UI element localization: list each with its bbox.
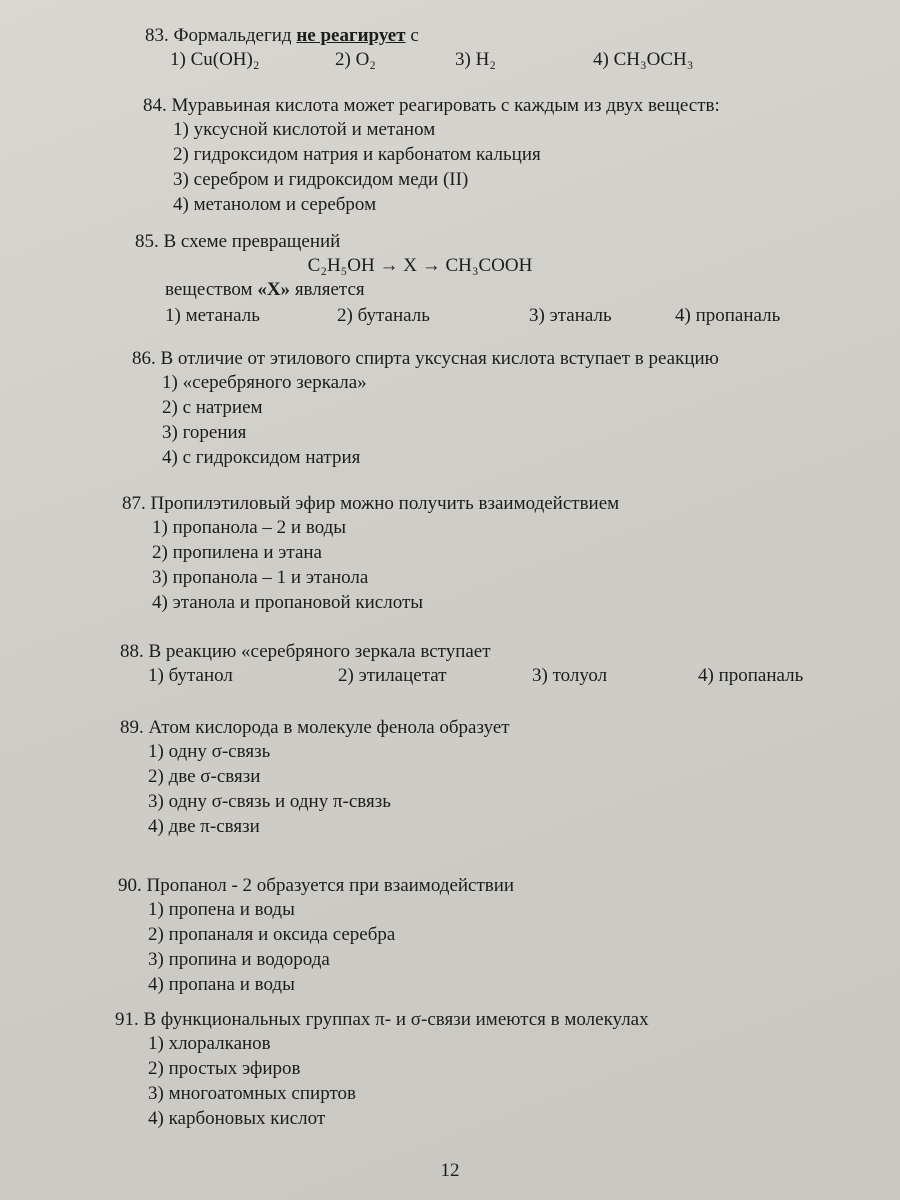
question-84 xyxy=(143,94,843,218)
question-87 xyxy=(122,492,822,616)
subtext-emphasis: «X» xyxy=(257,279,291,300)
option-2: 2) пропилена и этана xyxy=(152,542,322,563)
option-1: 1) «серебряного зеркала» xyxy=(162,372,367,393)
subtext-suffix: является xyxy=(290,279,365,300)
question-90 xyxy=(118,874,818,998)
question-suffix: с xyxy=(405,25,419,46)
option-2: 2) пропаналя и оксида серебра xyxy=(148,924,396,945)
option-2: 2) простых эфиров xyxy=(148,1058,301,1079)
option-3: 3) толуол xyxy=(532,665,608,686)
transformation-scheme: C₂H₅OH → X → CH₃COOH xyxy=(307,255,533,276)
question-text: 88. В реакцию «серебряного зеркала вступает xyxy=(120,641,491,662)
question-text: 91. В функциональных группах π- и σ-связи имеются в молекулах xyxy=(115,1009,649,1030)
option-2: 2) гидроксидом натрия и карбонатом кальция xyxy=(173,144,541,165)
question-text: 87. Пропилэтиловый эфир можно получить взаимодействием xyxy=(122,493,620,514)
option-4: 4) CH₃OCH₃ xyxy=(593,49,694,70)
options-row xyxy=(145,48,825,72)
option-1: 1) бутанол xyxy=(148,665,233,686)
options-row xyxy=(135,304,835,328)
question-89 xyxy=(120,716,820,840)
subtext-prefix: веществом xyxy=(165,279,258,300)
option-1: 1) метаналь xyxy=(165,305,260,326)
question-text: 86. В отличие от этилового спирта уксусная кислота вступает в реакцию xyxy=(132,348,719,369)
question-text: 89. Атом кислорода в молекуле фенола образует xyxy=(120,717,510,738)
option-3: 3) горения xyxy=(162,422,247,443)
option-3: 3) серебром и гидроксидом меди (II) xyxy=(173,169,469,190)
question-text: 85. В схеме превращений xyxy=(135,231,341,252)
option-2: 2) этилацетат xyxy=(338,665,447,686)
option-1: 1) одну σ-связь xyxy=(148,741,271,762)
option-3: 3) пропина и водорода xyxy=(148,949,330,970)
option-1: 1) хлоралканов xyxy=(148,1033,271,1054)
option-2: 2) O₂ xyxy=(335,49,376,70)
option-4: 4) этанола и пропановой кислоты xyxy=(152,592,424,613)
option-4: 4) карбоновых кислот xyxy=(148,1108,326,1129)
question-83 xyxy=(145,24,825,72)
option-1: 1) уксусной кислотой и метаном xyxy=(173,119,436,140)
question-text: 84. Муравьиная кислота может реагировать с каждым из двух веществ: xyxy=(143,95,720,116)
option-3: 3) многоатомных спиртов xyxy=(148,1083,356,1104)
question-prefix: 83. Формальдегид xyxy=(145,25,297,46)
question-subtext xyxy=(135,278,835,302)
page-number: 12 xyxy=(440,1160,460,1181)
options-row xyxy=(120,664,840,688)
option-1: 1) пропанола – 2 и воды xyxy=(152,517,347,538)
option-4: 4) пропаналь xyxy=(675,305,781,326)
option-3: 3) H₂ xyxy=(455,49,496,70)
question-85 xyxy=(135,230,835,328)
option-4: 4) две π-связи xyxy=(148,816,260,837)
option-4: 4) пропана и воды xyxy=(148,974,295,995)
option-2: 2) две σ-связи xyxy=(148,766,261,787)
question-91 xyxy=(115,1008,835,1132)
question-emphasis: не реагирует xyxy=(296,25,406,46)
option-4: 4) с гидроксидом натрия xyxy=(162,447,361,468)
option-3: 3) пропанола – 1 и этанола xyxy=(152,567,369,588)
question-88 xyxy=(120,640,840,688)
option-1: 1) пропена и воды xyxy=(148,899,295,920)
question-text: 90. Пропанол - 2 образуется при взаимодействии xyxy=(118,875,515,896)
option-4: 4) метанолом и серебром xyxy=(173,194,377,215)
option-4: 4) пропаналь xyxy=(698,665,804,686)
option-3: 3) одну σ-связь и одну π-связь xyxy=(148,791,391,812)
option-2: 2) с натрием xyxy=(162,397,263,418)
option-2: 2) бутаналь xyxy=(337,305,430,326)
question-86 xyxy=(132,347,852,471)
option-3: 3) этаналь xyxy=(529,305,612,326)
question-text xyxy=(145,24,825,48)
option-1: 1) Cu(OH)₂ xyxy=(170,49,260,70)
